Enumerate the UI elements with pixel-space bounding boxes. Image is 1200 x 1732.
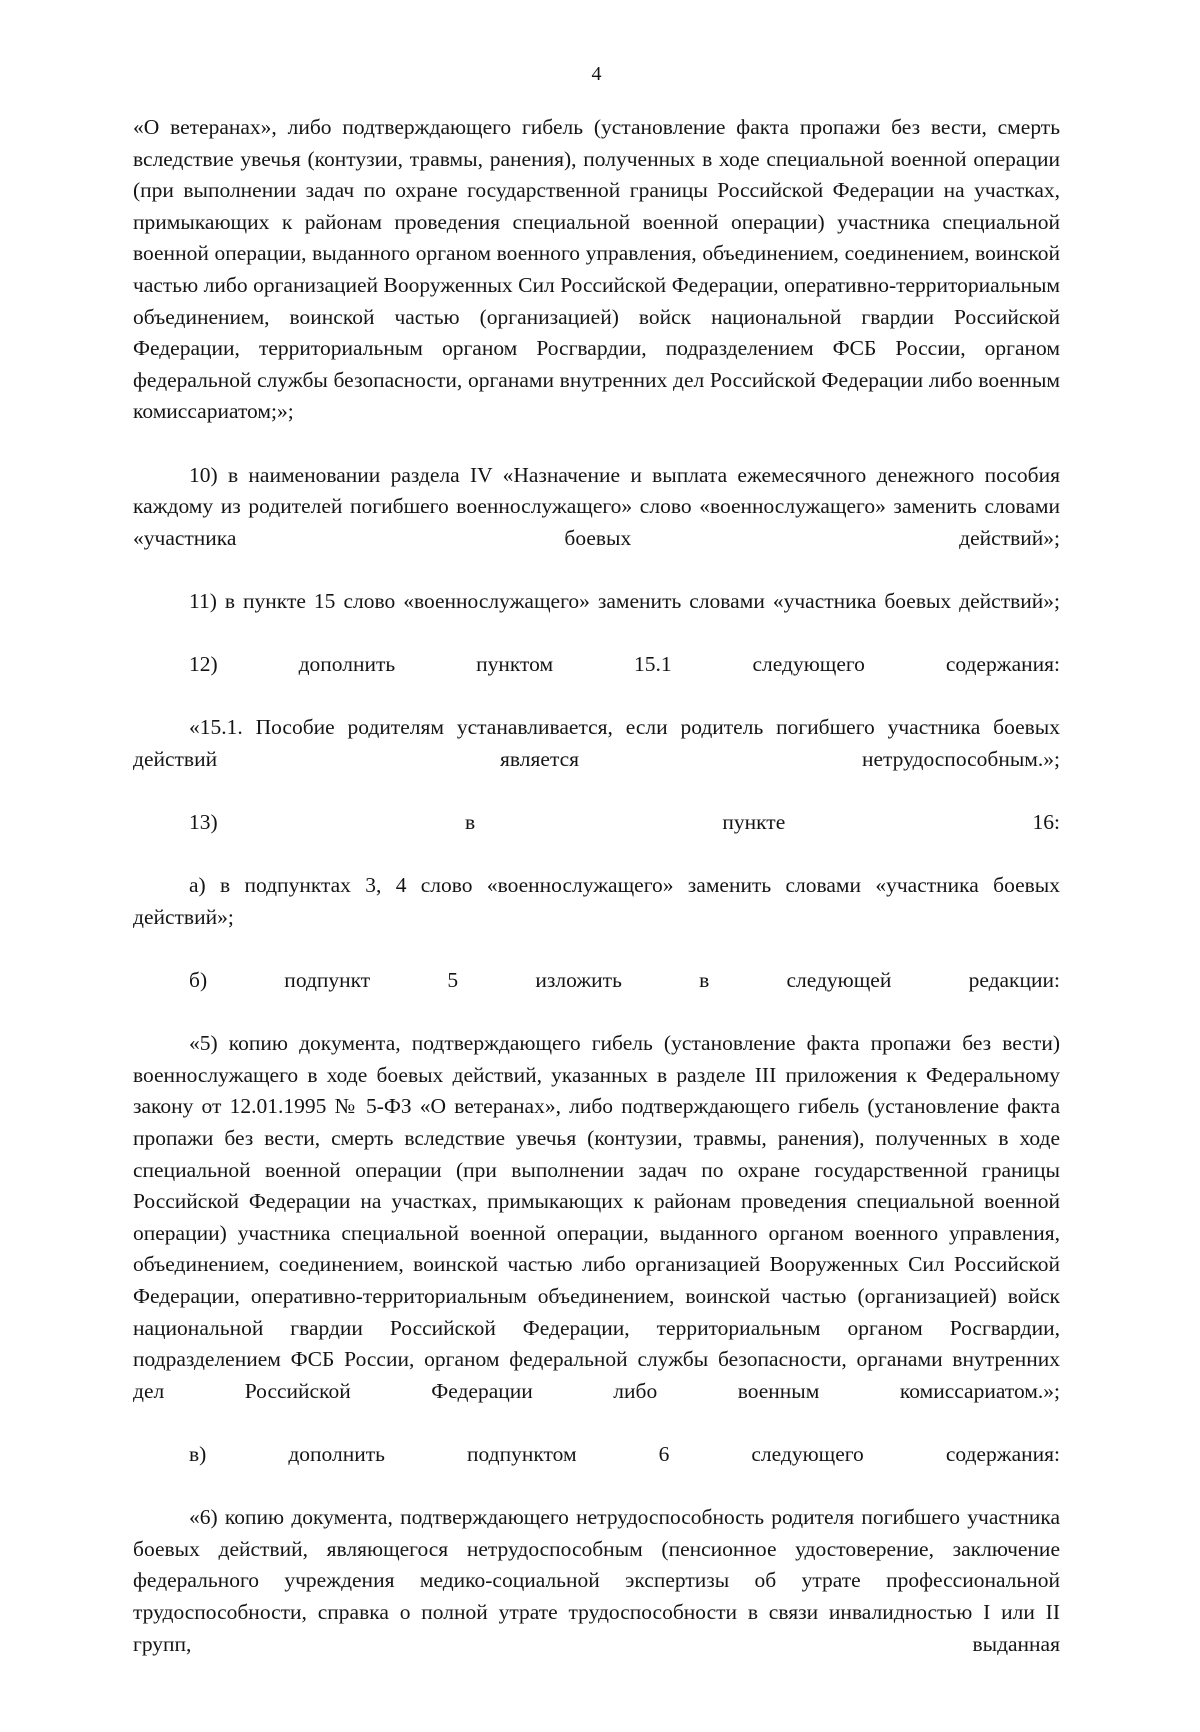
paragraph: 11) в пункте 15 слово «военнослужащего» заменить словами «участника боевых действий»; (189, 588, 1060, 613)
document-body (133, 112, 1060, 1692)
paragraph: «15.1. Пособие родителям устанавливается, если родитель погибшего участника боевых действий является нетрудоспособным.»; (133, 715, 1060, 771)
paragraph: 13) в пункте 16: (189, 810, 1060, 835)
paragraph: «5) копию документа, подтверждающего гибель (установление факта пропажи без вести) военнослужащего в ходе боевых действий, указанных в разделе III приложения к Федеральному закону от 12.01.1995 № 5-ФЗ «О ветеранах», либо подтверждающего гибель (установление факта пропажи без вести, смерть вследствие увечья (контузии, травмы, ранения), полученных в ходе специальной военной операции (при выполнении задач по охране государственной границы Российской Федерации на участках, примыкающих к районам проведения специальной военной операции) участника специальной военной операции, выданного органом военного управления, объединением, соединением, воинской частью либо организацией Вооруженных Сил Российской Федерации, оперативно-территориальным объединением, воинской частью (организацией) войск национальной гвардии Российской Федерации, территориальным органом Росгвардии, подразделением ФСБ России, органом федеральной службы безопасности, органами внутренних дел Российской Федерации либо военным комиссариатом.»; (133, 1031, 1060, 1403)
paragraph: «6) копию документа, подтверждающего нетрудоспособность родителя погибшего участника боевых действий, являющегося нетрудоспособным (пенсионное удостоверение, заключение федерального учреждения медико-социальной экспертизы об утрате профессиональной трудоспособности, справка о полной утрате трудоспособности в связи инвалидностью I или II групп, выданная (133, 1505, 1060, 1656)
page-number: 4 (591, 63, 602, 85)
paragraph: в) дополнить подпунктом 6 следующего содержания: (189, 1441, 1060, 1466)
paragraph: б) подпункт 5 изложить в следующей редакции: (189, 968, 1060, 993)
paragraph: «О ветеранах», либо подтверждающего гибель (установление факта пропажи без вести, смерть вследствие увечья (контузии, травмы, ранения), полученных в ходе специальной военной операции (при выполнении задач по охране государственной границы Российской Федерации на участках, примыкающих к районам проведения специальной военной операции) участника специальной военной операции, выданного органом военного управления, объединением, соединением, воинской частью либо организацией Вооруженных Сил Российской Федерации, оперативно-территориальным объединением, воинской частью (организацией) войск национальной гвардии Российской Федерации, территориальным органом Росгвардии, подразделением ФСБ России, органом федеральной службы безопасности, органами внутренних дел Российской Федерации либо военным комиссариатом;»; (133, 115, 1060, 424)
paragraph: 10) в наименовании раздела IV «Назначение и выплата ежемесячного денежного пособия каждому из родителей погибшего военнослужащего» слово «военнослужащего» заменить словами «участника боевых действий»; (133, 462, 1060, 550)
paragraph: 12) дополнить пунктом 15.1 следующего содержания: (189, 652, 1060, 677)
paragraph: а) в подпунктах 3, 4 слово «военнослужащего» заменить словами «участника боевых действий»; (133, 873, 1060, 929)
